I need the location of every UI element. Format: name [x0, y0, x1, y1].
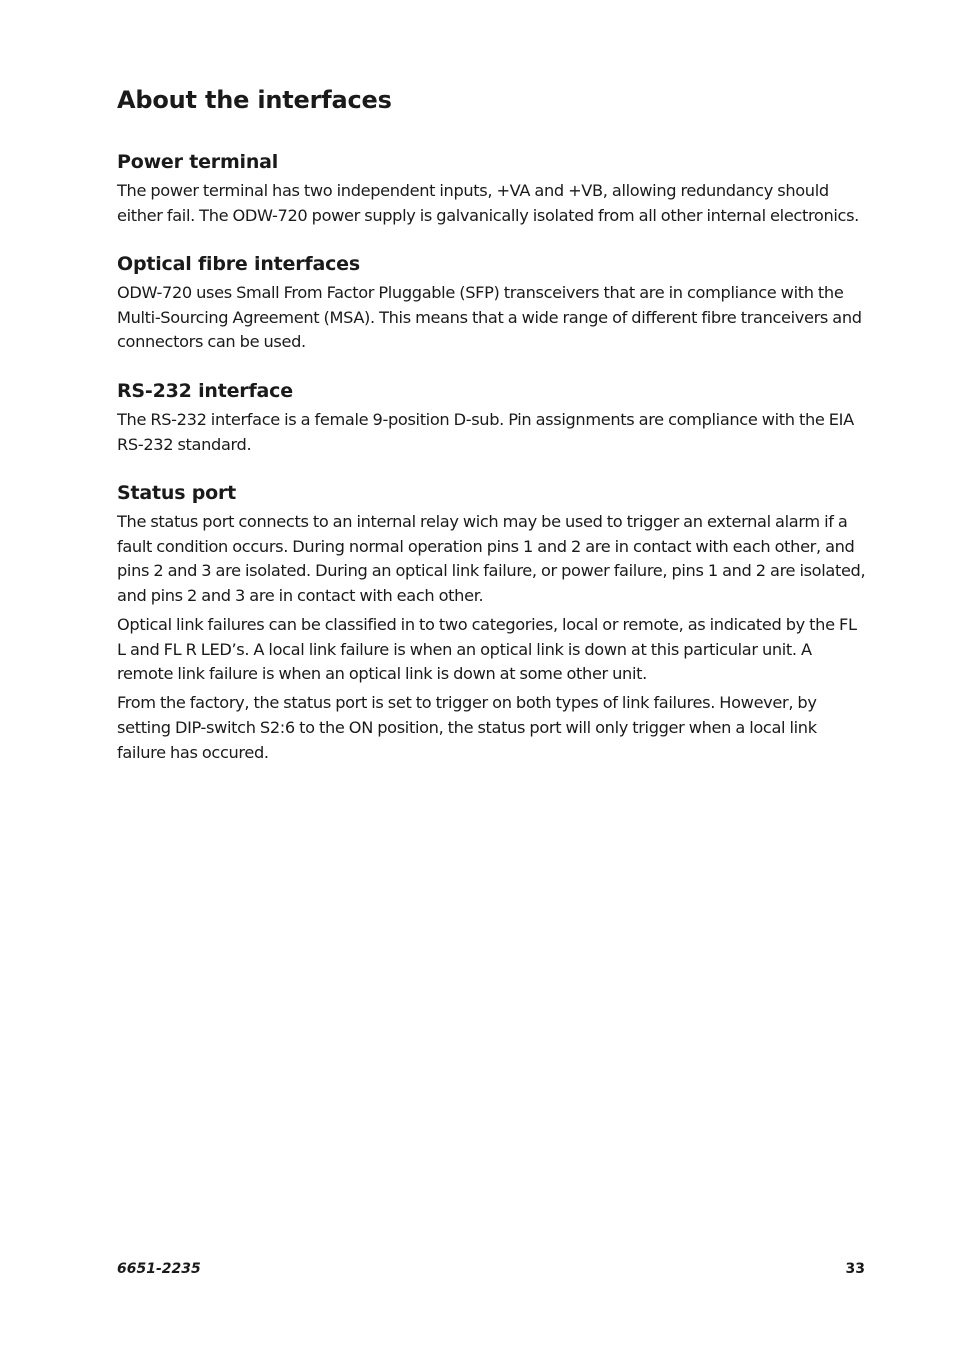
section-title: RS-232 interface: [117, 379, 293, 402]
section-title: Status port: [117, 482, 237, 505]
document-number: 6651-2235: [117, 1261, 201, 1277]
section-status-port: [117, 480, 869, 765]
section-optical-fibre-interfaces: [117, 251, 869, 355]
paragraph: The power terminal has two independent inputs, +VA and +VB, allowing redundancy should either fail. The ODW-720 power supply is galvanically isolated from all other internal electronics.: [117, 181, 859, 225]
section-title: Power terminal: [117, 151, 279, 173]
page-title: About the interfaces: [117, 86, 392, 114]
paragraph: Optical link failures can be classified in to two categories, local or remote, as indicated by the FL L and FL R LED’s. A local link failure is when an optical link is down at this particular unit. A remote link failure is when an optical link is down at some other unit.: [117, 615, 857, 684]
section-title: Optical fibre interfaces: [117, 253, 360, 276]
paragraph: From the factory, the status port is set to trigger on both types of link failures. However, by setting DIP-switch S2:6 to the ON position, the status port will only trigger when a local link failure has occured.: [117, 693, 817, 762]
page-footer: [117, 1258, 865, 1280]
section-rs232-interface: [117, 378, 869, 457]
paragraph: The status port connects to an internal relay wich may be used to trigger an external alarm if a fault condition occurs. During normal operation pins 1 and 2 are in contact with each other, and pins 2 and 3 are isolated. During an optical link failure, or power failure, pins 1 and 2 are isolated, and pins 2 and 3 are in contact with each other.: [117, 512, 866, 605]
section-power-terminal: [117, 149, 869, 228]
page-content: [117, 84, 869, 788]
paragraph: ODW-720 uses Small From Factor Pluggable (SFP) transceivers that are in compliance with the Multi-Sourcing Agreement (MSA). This means that a wide range of different fibre tranceivers and connectors can be used.: [117, 283, 862, 352]
paragraph: The RS-232 interface is a female 9-position D-sub. Pin assignments are compliance with the EIA RS-232 standard.: [117, 409, 854, 454]
page-number: 33: [845, 1261, 865, 1277]
